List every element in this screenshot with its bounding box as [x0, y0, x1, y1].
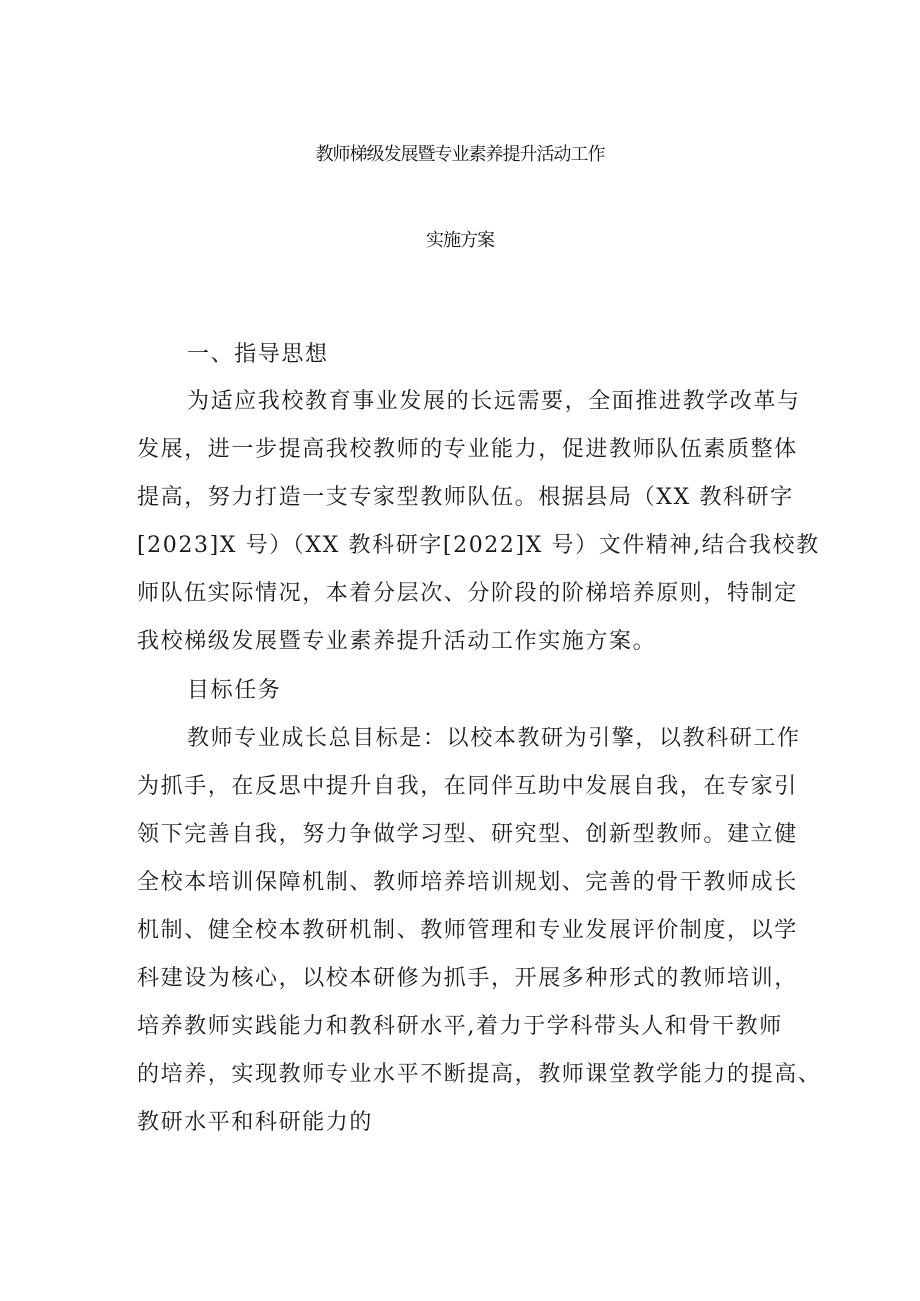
- paragraph-2-line: 机制、健全校本教研机制、教师管理和专业发展评价制度，以学: [137, 918, 798, 943]
- paragraph-2-line: 领下完善自我，努力争做学习型、研究型、创新型教师。建立健: [137, 822, 798, 847]
- section-heading-guiding-ideology: 一、指导思想: [187, 342, 329, 367]
- paragraph-1-line: [2023]X 号）（XX 教科研字[2022]X 号）文件精神,结合我校教: [137, 533, 820, 558]
- paragraph-1-line: 提高，努力打造一支专家型教师队伍。根据县局（XX 教科研字: [137, 485, 794, 510]
- paragraph-1-line: 师队伍实际情况，本着分层次、分阶段的阶梯培养原则，特制定: [137, 581, 798, 606]
- document-title-line-2: 实施方案: [426, 230, 494, 251]
- paragraph-1-line: 我校梯级发展暨专业素养提升活动工作实施方案。: [137, 629, 657, 654]
- document-title-line-1: 教师梯级发展暨专业素养提升活动工作: [315, 144, 605, 165]
- paragraph-2-line: 教研水平和科研能力的: [137, 1110, 374, 1135]
- paragraph-2-line: 为抓手，在反思中提升自我，在同伴互助中发展自我，在专家引: [137, 774, 798, 799]
- paragraph-2-line: 科建设为核心，以校本研修为抓手，开展多种形式的教师培训，: [137, 966, 798, 991]
- paragraph-1-line: 为适应我校教育事业发展的长远需要，全面推进教学改革与: [187, 389, 801, 414]
- paragraph-2-line: 教师专业成长总目标是：以校本教研为引擎，以教科研工作: [187, 726, 801, 751]
- section-heading-target-tasks: 目标任务: [187, 678, 282, 703]
- paragraph-1-line: 发展，进一步提高我校教师的专业能力，促进教师队伍素质整体: [137, 437, 798, 462]
- paragraph-2-line: 培养教师实践能力和教科研水平,着力于学科带头人和骨干教师: [137, 1014, 783, 1039]
- paragraph-2-line: 全校本培训保障机制、教师培养培训规划、完善的骨干教师成长: [137, 870, 798, 895]
- paragraph-2-line: 的培养，实现教师专业水平不断提高，教师课堂教学能力的提高、: [137, 1062, 822, 1087]
